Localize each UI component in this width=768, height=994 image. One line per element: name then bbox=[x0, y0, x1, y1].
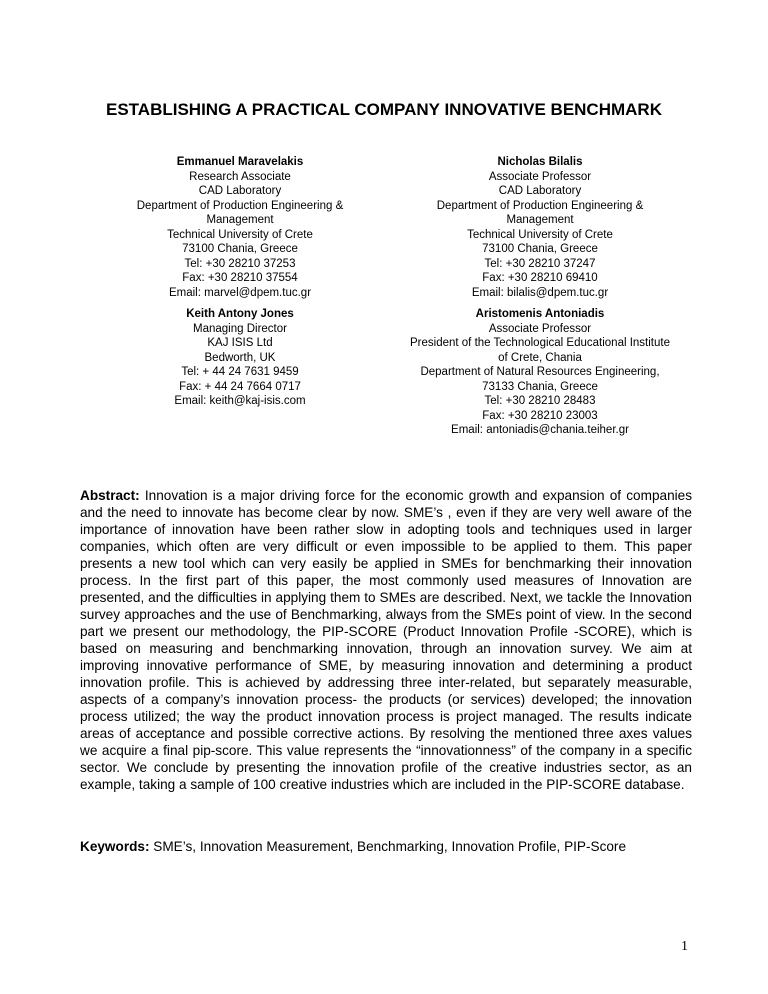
page-number: 1 bbox=[681, 939, 688, 954]
author-block bbox=[380, 307, 700, 438]
author-affiliation-line: Technical University of Crete bbox=[167, 228, 313, 241]
author-name: Aristomenis Antoniadis bbox=[475, 308, 605, 320]
author-name: Keith Antony Jones bbox=[186, 308, 294, 320]
author-fax: Fax: +30 28210 23003 bbox=[482, 409, 598, 422]
author-phone: Tel: +30 28210 37253 bbox=[184, 257, 296, 270]
author-email: Email: marvel@dpem.tuc.gr bbox=[168, 286, 312, 299]
keywords-text: SME’s, Innovation Measurement, Benchmarking, Innovation Profile, PIP-Score bbox=[153, 839, 627, 854]
author-affiliation-line: Department of Natural Resources Engineering, bbox=[420, 366, 660, 378]
author-affiliation-line: Research Associate bbox=[189, 170, 291, 183]
author-email: Email: antoniadis@chania.teiher.gr bbox=[451, 424, 629, 436]
keywords bbox=[80, 838, 692, 855]
abstract-text: Innovation is a major driving force for the economic growth and expansion of companies and the need to innovate has become clear by now. SME’s , even if they are very well aware of the importance of innovation have been rather slow in adopting tools and techniques used in larger companies, which often are very difficult or even impossible to be applied to them. This paper presents a new tool which can very easily be applied in SMEs for benchmarking their innovation process. In the first part of this paper, the most commonly used measures of Innovation are presented, and the difficulties in applying them to SMEs are described. Next, we tackle the Innovation survey approaches and the use of Benchmarking, always from the SMEs point of view. In the second part we present our methodology, the PIP-SCORE (Product Innovation Profile -SCORE), which is based on measuring and benchmarking innovation, through an innovation survey. We aim at improving innovative performance of SME, by measuring innovation and determining a product innovation profile. This is achieved by addressing three inter-related, but separately measurable, aspects of a company’s innovation process- the products (or services) developed; the innovation process utilized; the way the product innovation process is project managed. The results indicate areas of acceptance and possible corrective actions. By resolving the mentioned three axes values we acquire a final pip-score. This value represents the “innovationness” of the company in a specific sector. We conclude by presenting the innovation profile of the creative industries sector, as an example, taking a sample of 100 creative industries which are included in the PIP-SCORE database. bbox=[80, 488, 693, 792]
author-name: Emmanuel Maravelakis bbox=[176, 156, 304, 168]
author-name: Nicholas Bilalis bbox=[497, 156, 583, 168]
author-affiliation-line: Management bbox=[206, 214, 274, 226]
abstract bbox=[80, 487, 692, 793]
author-fax: Fax: + 44 24 7664 0717 bbox=[179, 380, 301, 393]
author-email: Email: keith@kaj-isis.com bbox=[174, 395, 306, 407]
author-block bbox=[405, 155, 675, 300]
author-block bbox=[105, 307, 375, 409]
author-email: Email: bilalis@dpem.tuc.gr bbox=[471, 286, 609, 299]
author-fax: Fax: +30 28210 37554 bbox=[182, 272, 298, 284]
keywords-label: Keywords: bbox=[80, 839, 150, 854]
author-phone: Tel: + 44 24 7631 9459 bbox=[181, 366, 299, 378]
author-phone: Tel: +30 28210 28483 bbox=[484, 395, 596, 407]
author-affiliation-line: 73133 Chania, Greece bbox=[482, 380, 598, 393]
author-affiliation-line: 73100 Chania, Greece bbox=[182, 243, 298, 255]
author-affiliation-line: Managing Director bbox=[193, 322, 287, 335]
abstract-label: Abstract: bbox=[80, 488, 140, 503]
author-affiliation-line: 73100 Chania, Greece bbox=[482, 243, 598, 255]
author-affiliation-line: Department of Production Engineering & bbox=[436, 199, 644, 212]
author-affiliation-line: Associate Professor bbox=[488, 322, 592, 335]
author-affiliation-line: Management bbox=[506, 214, 574, 226]
author-affiliation-line: KAJ ISIS Ltd bbox=[207, 337, 273, 349]
author-block bbox=[105, 155, 375, 300]
author-phone: Tel: +30 28210 37247 bbox=[484, 257, 596, 270]
author-affiliation-line: CAD Laboratory bbox=[198, 185, 282, 197]
author-affiliation-line: President of the Technological Educational Institute bbox=[410, 337, 670, 349]
author-affiliation-line: Technical University of Crete bbox=[467, 228, 613, 241]
author-affiliation-line: Associate Professor bbox=[488, 170, 592, 183]
author-fax: Fax: +30 28210 69410 bbox=[482, 272, 598, 284]
paper-title: ESTABLISHING A PRACTICAL COMPANY INNOVATIVE BENCHMARK bbox=[106, 100, 662, 119]
author-affiliation-line: Department of Production Engineering & bbox=[136, 199, 344, 212]
author-affiliation-line: CAD Laboratory bbox=[498, 185, 582, 197]
author-affiliation-line: of Crete, Chania bbox=[498, 351, 582, 364]
author-affiliation-line: Bedworth, UK bbox=[204, 351, 276, 364]
